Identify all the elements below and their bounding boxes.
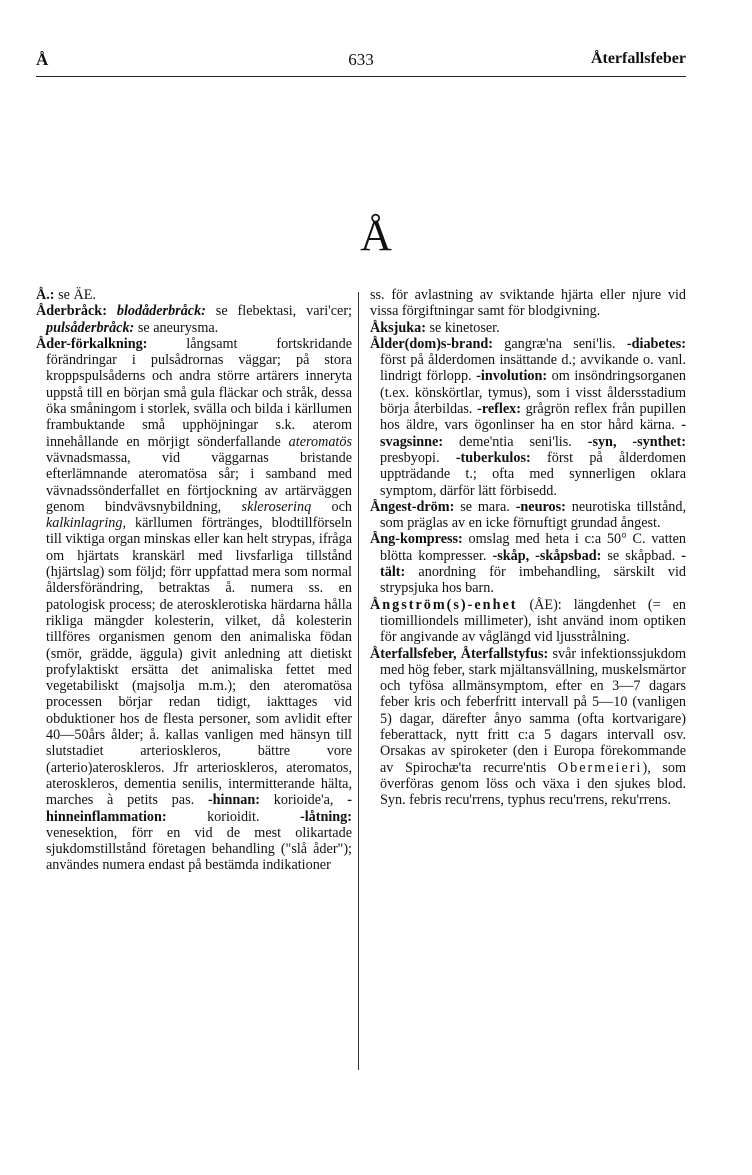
entry-headword: Åksjuka: xyxy=(370,319,426,336)
entry-text: och xyxy=(311,498,352,515)
entry-headword: -diabetes: xyxy=(626,335,686,352)
entry-text: se skåpbad. xyxy=(601,547,682,564)
dictionary-entry xyxy=(36,303,352,336)
dictionary-entry xyxy=(370,287,686,320)
entry-text: svår infektionssjukdom med hög feber, stark mjältansvällning, muskelsmärtor och tyfösa allmänsymptom, efter en 3—7 dagars feber kris och feberfritt intervall på 5—10 (vanligen 5) dagar, därefter ånyo samma (ofta kortvarigare) feberattack, nytt fritt c:a 5 dagars intervall osv. Orsakas av spiroketer (den i Europa förekommande av Spirochæ'ta recurre'ntis xyxy=(380,645,686,776)
entry-text: långsamt fortskridande förändringar i pulsådrornas väggar; på stora kroppspulsåderns och andra större artärers inneryta uppstå till en början små gula fläckar och stråk, dessa öka småningom i storlek, svälla och bilda i kärllumen frambuktande små upphöjningar s.k. aterom innehållande en mörjigt sönderfallande xyxy=(46,335,352,450)
entry-text: se aneurysma. xyxy=(134,319,219,336)
entry-headword: -syn, -synthet: xyxy=(587,433,686,450)
entry-headword: -låtning: xyxy=(299,808,352,825)
entry-text: se ÄE. xyxy=(54,287,96,303)
entry-headword: Ångström(s)-enhet xyxy=(370,596,518,613)
entry-text: omslag med heta i c:a 50° C. vatten blötta kompresser. xyxy=(380,531,686,564)
entry-headword: pulsåderbråck: xyxy=(46,319,135,336)
section-letter: Å xyxy=(360,211,392,260)
entry-text: kärllumen förtränges, blodtillförseln till viktiga organ minskas eller kan helt strypas, ifråga om hjärtats kranskärl med livsfarliga tillstånd (hjärtslag) som följd; förr uppfattad mera som normal åldersförändring, betraktas å. numera ss. en patologisk process; de aterosklerotiska härdarna hålla rikliga mängder kolesterin, vilket, då kolesterin tillföres organismen genom den animaliska födan (smör, grädde, äggula) givit anledning att dietiskt profylaktiskt ersätta det animaliska fettet med vegetabiliskt (majsolja m.m.); den ateromatösa processen börjar redan tidigt, iakttages vid obduktioner hos de flesta personer, som avlidit efter 40—50års ålder; å. kallas vanligen med hänsyn till slutstadiet arterioskleros, bättre vore (arterio)ateroskleros. Jfr arterioskleros, ateromatos, ateroskleros, dementia senilis, intermitterande hälta, marches à petits pas. xyxy=(46,515,352,809)
entry-headword: Ång-kompress: xyxy=(370,531,463,548)
dictionary-entry xyxy=(370,646,686,809)
entry-headword: -neuros: xyxy=(515,498,566,515)
dictionary-entry xyxy=(36,336,352,874)
entry-text: om insöndringsorganen (t.ex. könskörtlar, tymus), som i visst åldersstadium börja återbildas. xyxy=(380,368,686,418)
header-right-guideword: Återfallsfeber xyxy=(590,50,686,67)
entry-headword: -involution: xyxy=(476,368,548,385)
entry-headword: -svagsinne: xyxy=(380,417,686,450)
entry-headword: Återfallsfeber, Återfallstyfus: xyxy=(370,645,549,662)
entry-text: först på ålderdomen uppträdande t.; ofta med synnerligen oklara symptom, därför lätt förbisedd. xyxy=(380,449,686,499)
entry-text: se flebektasi, vari'cer; xyxy=(205,303,353,320)
entry-text: ss. för avlastning av sviktande hjärta eller njure vid vissa förgiftningar samt för blodgivning. xyxy=(370,287,686,320)
entry-text: korioide'a, xyxy=(259,792,348,809)
entry-headword: -hinneinflammation: xyxy=(46,792,352,825)
entry-headword: Åderbråck: xyxy=(36,303,107,320)
header-rule xyxy=(36,76,686,77)
entry-headword: -tält: xyxy=(380,547,686,581)
entry-text: anordning för imbehandling, särskilt vid strypsjuka hos barn. xyxy=(380,564,686,597)
entry-text: ), som överföras genom löss och växa i den sjukes blod. Syn. febris recu'rrens, typhus recu'rrens, reku'rrens. xyxy=(380,759,687,809)
dictionary-entry xyxy=(370,531,686,596)
page-header xyxy=(36,50,686,72)
entry-text: se mara. xyxy=(454,498,516,515)
entry-text: deme'ntia seni'lis. xyxy=(443,433,588,450)
entry-text: se kinetoser. xyxy=(425,319,500,336)
entry-headword: blodåderbråck: xyxy=(116,303,206,320)
entry-text: korioidit. xyxy=(166,808,300,825)
dictionary-entry xyxy=(370,336,686,499)
entry-headword: Ålder(dom)s-brand: xyxy=(370,335,493,352)
page-number: 633 xyxy=(348,50,374,69)
dictionary-entry xyxy=(370,597,686,646)
column-divider xyxy=(358,292,359,1070)
entry-text: ateromatös xyxy=(288,433,352,450)
dictionary-entry xyxy=(36,287,352,303)
entry-text: först på ålderdomen insättande d.; avvikande o. vanl. lindrigt förlopp. xyxy=(380,352,686,385)
entry-text: neurotiska tillstånd, som präglas av en icke förnuftigt grundad ångest. xyxy=(380,498,686,532)
entry-text: vävnadsmassa, vid väggarnas bristande efterlämnande ateromatösa sår; i samband med vävnadssönderfallet en förtjockning av artärväggen genom bindvävsnybildning, xyxy=(46,449,352,515)
header-left-letter: Å xyxy=(36,50,49,69)
dictionary-entry xyxy=(370,320,686,336)
entry-headword: Åder-förkalkning: xyxy=(36,335,148,352)
entry-text: (ÅE): längdenhet (= en tiomilliondels millimeter), isht använd inom optiken för angivande av våglängd vid ljusstrålning. xyxy=(380,596,686,646)
entry-text: gangræ'na seni'lis. xyxy=(492,335,627,352)
entry-headword: -hinnan: xyxy=(207,792,260,809)
right-column xyxy=(370,287,686,809)
entry-text: kalkinlagring, xyxy=(46,515,126,532)
entry-text: skleroserinq xyxy=(241,498,312,515)
entry-text xyxy=(107,303,117,319)
entry-headword: Å.: xyxy=(36,287,55,303)
entry-text: presbyopi. xyxy=(380,449,456,466)
entry-headword: -skåp, -skåpsbad: xyxy=(492,547,602,564)
entry-headword: Ångest-dröm: xyxy=(370,498,455,515)
entry-text: venesektion, förr en vid de mest olikartade sjukdomstillstånd företagen behandling ("slå åder"); användes numera endast på bestämda indikationer xyxy=(46,824,352,874)
entry-text: Obermeieri xyxy=(557,759,643,776)
entry-text: grågrön reflex från pupillen hos äldre, vars ögonlinser ha en stor hård kärna. xyxy=(380,401,686,434)
left-column xyxy=(36,287,352,874)
entry-headword: -reflex: xyxy=(477,401,521,418)
dictionary-entry xyxy=(370,499,686,532)
entry-headword: -tuberkulos: xyxy=(455,449,531,466)
